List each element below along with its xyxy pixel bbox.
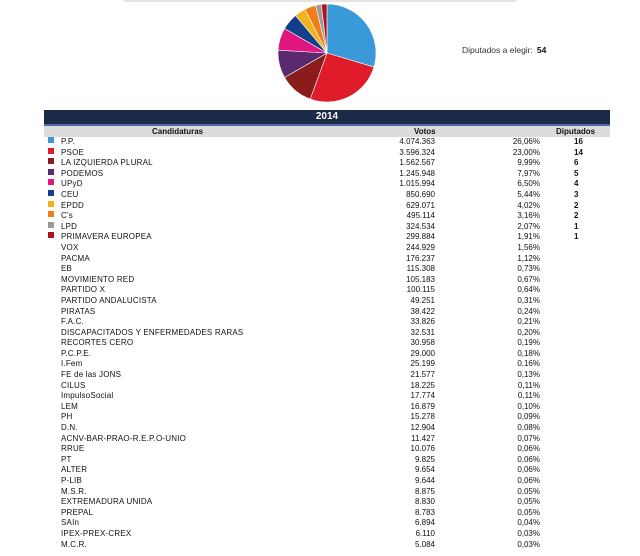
header-candidaturas: Candidaturas (152, 127, 204, 136)
party-name: PARTIDO X (61, 285, 106, 295)
party-name: PSOE (61, 147, 85, 157)
votes-cell: 30.958 (410, 338, 435, 348)
party-name: RRUE (61, 444, 85, 454)
party-name: PARTIDO ANDALUCISTA (61, 295, 157, 305)
table-row (44, 296, 610, 307)
party-color-swatch (48, 190, 54, 196)
table-row (44, 455, 610, 466)
table-row (44, 307, 610, 318)
percent-cell: 0,07% (517, 433, 540, 443)
votes-cell: 324.534 (406, 221, 435, 231)
votes-cell: 49.251 (410, 295, 435, 305)
seats-cell: 3 (574, 189, 579, 199)
party-name: MOVIMIENTO RED (61, 274, 135, 284)
party-color-swatch (48, 169, 54, 175)
votes-cell: 100.115 (406, 285, 435, 295)
percent-cell: 7,97% (517, 168, 540, 178)
party-name: PRIMAVERA EUROPEA (61, 232, 152, 242)
percent-cell: 0,19% (517, 338, 540, 348)
percent-cell: 1,56% (517, 242, 540, 252)
table-row (44, 232, 610, 243)
percent-cell: 3,16% (517, 211, 540, 221)
seats-cell: 16 (574, 137, 583, 146)
table-row (44, 243, 610, 254)
votes-cell: 1.015.994 (399, 179, 435, 189)
table-row (44, 254, 610, 265)
party-name: M.C.R. (61, 539, 88, 549)
percent-cell: 1,91% (517, 232, 540, 242)
party-name: PACMA (61, 253, 90, 263)
table-row (44, 137, 610, 148)
seats-to-elect-label: Diputados a elegir: (462, 45, 533, 55)
table-row (44, 423, 610, 434)
votes-cell: 32.531 (410, 327, 435, 337)
table-row (44, 359, 610, 370)
table-row (44, 508, 610, 519)
percent-cell: 0,03% (517, 539, 540, 549)
party-name: PIRATAS (61, 306, 96, 316)
votes-cell: 29.000 (410, 348, 435, 358)
party-color-swatch (48, 222, 54, 228)
votes-cell: 4.074.363 (399, 137, 435, 146)
party-name: ACNV-BAR-PRAO-R.E.P.O-UNIO (61, 433, 187, 443)
party-name: C's (61, 211, 73, 221)
party-color-swatch (48, 211, 54, 217)
votes-cell: 33.826 (410, 317, 435, 327)
party-name: CEU (61, 189, 79, 199)
seats-cell: 1 (574, 232, 579, 242)
percent-cell: 0,73% (517, 264, 540, 274)
party-name: SAIn (61, 518, 80, 528)
table-row (44, 349, 610, 360)
party-name: D.N. (61, 423, 78, 433)
table-row (44, 201, 610, 212)
votes-cell: 850.690 (406, 189, 435, 199)
party-name: EB (61, 264, 73, 274)
percent-cell: 0,06% (517, 465, 540, 475)
votes-cell: 15.278 (410, 412, 435, 422)
percent-cell: 0,06% (517, 454, 540, 464)
table-row (44, 190, 610, 201)
party-name: I.Fem (61, 359, 83, 369)
votes-cell: 299.884 (406, 232, 435, 242)
party-name: RECORTES CERO (61, 338, 134, 348)
percent-cell: 0,18% (517, 348, 540, 358)
party-color-swatch (48, 232, 54, 238)
table-row (44, 317, 610, 328)
party-name: PODEMOS (61, 168, 104, 178)
table-row (44, 402, 610, 413)
party-name: PH (61, 412, 73, 422)
table-row (44, 338, 610, 349)
table-row (44, 434, 610, 445)
seats-pie-chart (277, 3, 377, 103)
table-row (44, 444, 610, 455)
votes-cell: 6.110 (415, 528, 435, 538)
party-color-swatch (48, 148, 54, 154)
votes-cell: 1.245.948 (399, 168, 435, 178)
table-row (44, 370, 610, 381)
votes-cell: 9.654 (414, 465, 435, 475)
party-color-swatch (48, 179, 54, 185)
votes-cell: 9.825 (414, 454, 435, 464)
party-name: P-LIB (61, 476, 83, 485)
table-row (44, 211, 610, 222)
table-row (44, 529, 610, 540)
party-name: CILUS (61, 380, 86, 390)
party-name: LEM (61, 401, 79, 411)
party-name: M.S.R. (61, 486, 87, 496)
votes-cell: 8.830 (414, 497, 435, 507)
percent-cell: 0,03% (517, 528, 540, 538)
votes-cell: 18.225 (410, 380, 435, 390)
table-row (44, 285, 610, 296)
votes-cell: 176.237 (406, 253, 435, 263)
party-name: ALTER (61, 465, 88, 475)
percent-cell: 0,13% (517, 370, 540, 380)
votes-cell: 11.427 (411, 433, 435, 443)
table-row (44, 412, 610, 423)
table-row (44, 465, 610, 476)
party-name: DISCAPACITADOS Y ENFERMEDADES RARAS (61, 327, 244, 337)
percent-cell: 0,64% (517, 285, 540, 295)
votes-cell: 3.596.324 (399, 147, 435, 157)
percent-cell: 0,16% (517, 359, 540, 369)
votes-cell: 105.183 (406, 274, 435, 284)
table-row (44, 264, 610, 275)
percent-cell: 5,44% (517, 189, 540, 199)
votes-cell: 244.929 (406, 242, 435, 252)
votes-cell: 8.875 (414, 486, 435, 496)
votes-cell: 115.308 (406, 264, 435, 274)
votes-cell: 1.562.567 (399, 158, 435, 168)
votes-cell: 16.879 (410, 401, 435, 411)
votes-cell: 8.783 (414, 507, 435, 517)
header-votos: Votos (414, 127, 436, 136)
percent-cell: 2,07% (517, 221, 540, 231)
votes-cell: 495.114 (406, 211, 435, 221)
table-row (44, 497, 610, 508)
percent-cell: 0,11% (517, 391, 540, 401)
percent-cell: 1,12% (517, 253, 540, 263)
percent-cell: 0,10% (517, 401, 540, 411)
party-name: P.C.P.E. (61, 348, 92, 358)
table-row (44, 381, 610, 392)
percent-cell: 0,24% (517, 306, 540, 316)
table-row (44, 275, 610, 286)
results-table (44, 110, 610, 550)
votes-cell: 9.644 (414, 476, 435, 485)
seats-to-elect (462, 45, 546, 55)
table-row (44, 169, 610, 180)
percent-cell: 0,20% (517, 327, 540, 337)
party-color-swatch (48, 137, 54, 143)
percent-cell: 0,67% (517, 274, 540, 284)
percent-cell: 0,11% (517, 380, 540, 390)
votes-cell: 12.904 (410, 423, 435, 433)
table-body (44, 137, 610, 550)
party-name: EPDD (61, 200, 85, 210)
percent-cell: 0,09% (517, 412, 540, 422)
percent-cell: 0,08% (517, 423, 540, 433)
table-header (44, 126, 610, 137)
seats-cell: 6 (574, 158, 579, 168)
party-name: LPD (61, 221, 78, 231)
party-name: VOX (61, 242, 79, 252)
table-row (44, 487, 610, 498)
top-divider (124, 0, 516, 2)
percent-cell: 0,05% (517, 486, 540, 496)
votes-cell: 25.199 (410, 359, 435, 369)
table-row (44, 518, 610, 529)
seats-to-elect-value: 54 (536, 45, 547, 55)
party-name: FE de las JONS (61, 370, 122, 380)
percent-cell: 26,06% (512, 137, 540, 146)
table-row (44, 391, 610, 402)
party-name: EXTREMADURA UNIDA (61, 497, 153, 507)
percent-cell: 0,21% (517, 317, 540, 327)
table-row (44, 476, 610, 487)
party-color-swatch (48, 201, 54, 207)
table-row (44, 148, 610, 159)
party-name: LA IZQUIERDA PLURAL (61, 158, 153, 168)
table-row (44, 222, 610, 233)
year-title: 2014 (44, 110, 610, 126)
percent-cell: 0,04% (517, 518, 540, 528)
seats-cell: 14 (574, 147, 583, 157)
party-name: P.P. (61, 137, 75, 146)
percent-cell: 23,00% (512, 147, 540, 157)
table-row (44, 540, 610, 551)
table-row (44, 328, 610, 339)
party-name: IPEX-PREX-CREX (61, 528, 132, 538)
party-color-swatch (48, 158, 54, 164)
votes-cell: 10.076 (410, 444, 435, 454)
table-row (44, 179, 610, 190)
percent-cell: 0,06% (517, 444, 540, 454)
votes-cell: 5.084 (414, 539, 435, 549)
percent-cell: 6,50% (517, 179, 540, 189)
seats-cell: 2 (574, 211, 579, 221)
votes-cell: 629.071 (406, 200, 435, 210)
party-name: PT (61, 454, 72, 464)
party-name: ImpulsoSocial (61, 391, 114, 401)
percent-cell: 0,05% (517, 497, 540, 507)
percent-cell: 0,31% (517, 295, 540, 305)
party-name: F.A.C. (61, 317, 84, 327)
party-name: UPyD (61, 179, 83, 189)
votes-cell: 21.577 (410, 370, 435, 380)
percent-cell: 0,06% (517, 476, 540, 485)
seats-cell: 5 (574, 168, 579, 178)
percent-cell: 9,99% (517, 158, 540, 168)
seats-cell: 1 (574, 221, 579, 231)
votes-cell: 38.422 (410, 306, 435, 316)
header-diputados: Diputados (556, 127, 596, 136)
party-name: PREPAL (61, 507, 94, 517)
votes-cell: 17.774 (410, 391, 435, 401)
percent-cell: 4,02% (517, 200, 540, 210)
seats-cell: 4 (574, 179, 579, 189)
table-row (44, 158, 610, 169)
percent-cell: 0,05% (517, 507, 540, 517)
seats-cell: 2 (574, 200, 579, 210)
votes-cell: 6.894 (414, 518, 435, 528)
